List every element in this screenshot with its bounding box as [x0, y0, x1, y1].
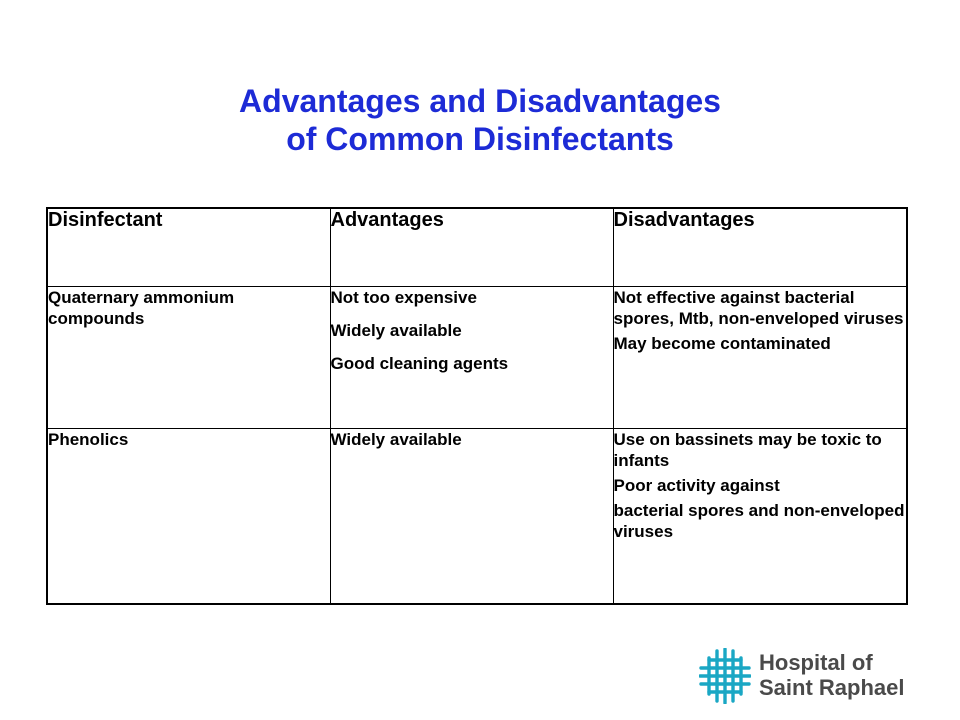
table-header-row — [47, 208, 907, 286]
advantage-item: Widely available — [330, 429, 462, 449]
disinfectant-name: Quaternary ammonium compounds — [48, 287, 235, 328]
table-row — [47, 286, 907, 428]
advantage-item: Not too expensive — [330, 287, 477, 307]
disadvantage-item: Not effective against bacterial spores, Mtb, non-enveloped viruses — [613, 287, 904, 328]
header-disadvantages: Disadvantages — [613, 208, 907, 286]
logo-line-2: Saint Raphael — [759, 675, 905, 700]
hospital-name — [759, 650, 904, 700]
cell-disadvantages — [613, 286, 907, 428]
disadvantage-item: Use on bassinets may be toxic to infants — [613, 429, 882, 470]
header-advantages: Advantages — [330, 208, 613, 286]
cell-advantages — [330, 428, 613, 604]
title-line-1: Advantages and Disadvantages — [239, 83, 721, 119]
cell-disinfectant — [47, 428, 330, 604]
disadvantage-item: Poor activity against — [613, 475, 780, 495]
cell-disadvantages — [613, 428, 907, 604]
disadvantage-item: May become contaminated — [613, 333, 831, 353]
table-row — [47, 428, 907, 604]
logo-line-1: Hospital of — [759, 650, 873, 675]
cell-disinfectant — [47, 286, 330, 428]
cell-advantages — [330, 286, 613, 428]
advantage-item: Widely available — [330, 320, 462, 340]
disinfectants-table — [46, 207, 908, 605]
disadvantage-item: bacterial spores and non-enveloped viruses — [613, 500, 905, 541]
title-line-2: of Common Disinfectants — [286, 121, 674, 157]
header-disinfectant: Disinfectant — [47, 208, 330, 286]
disinfectant-name: Phenolics — [48, 429, 129, 449]
slide-title — [0, 82, 960, 158]
advantage-item: Good cleaning agents — [330, 353, 509, 373]
hospital-logo — [699, 646, 913, 706]
hospital-cross-icon — [699, 648, 751, 704]
